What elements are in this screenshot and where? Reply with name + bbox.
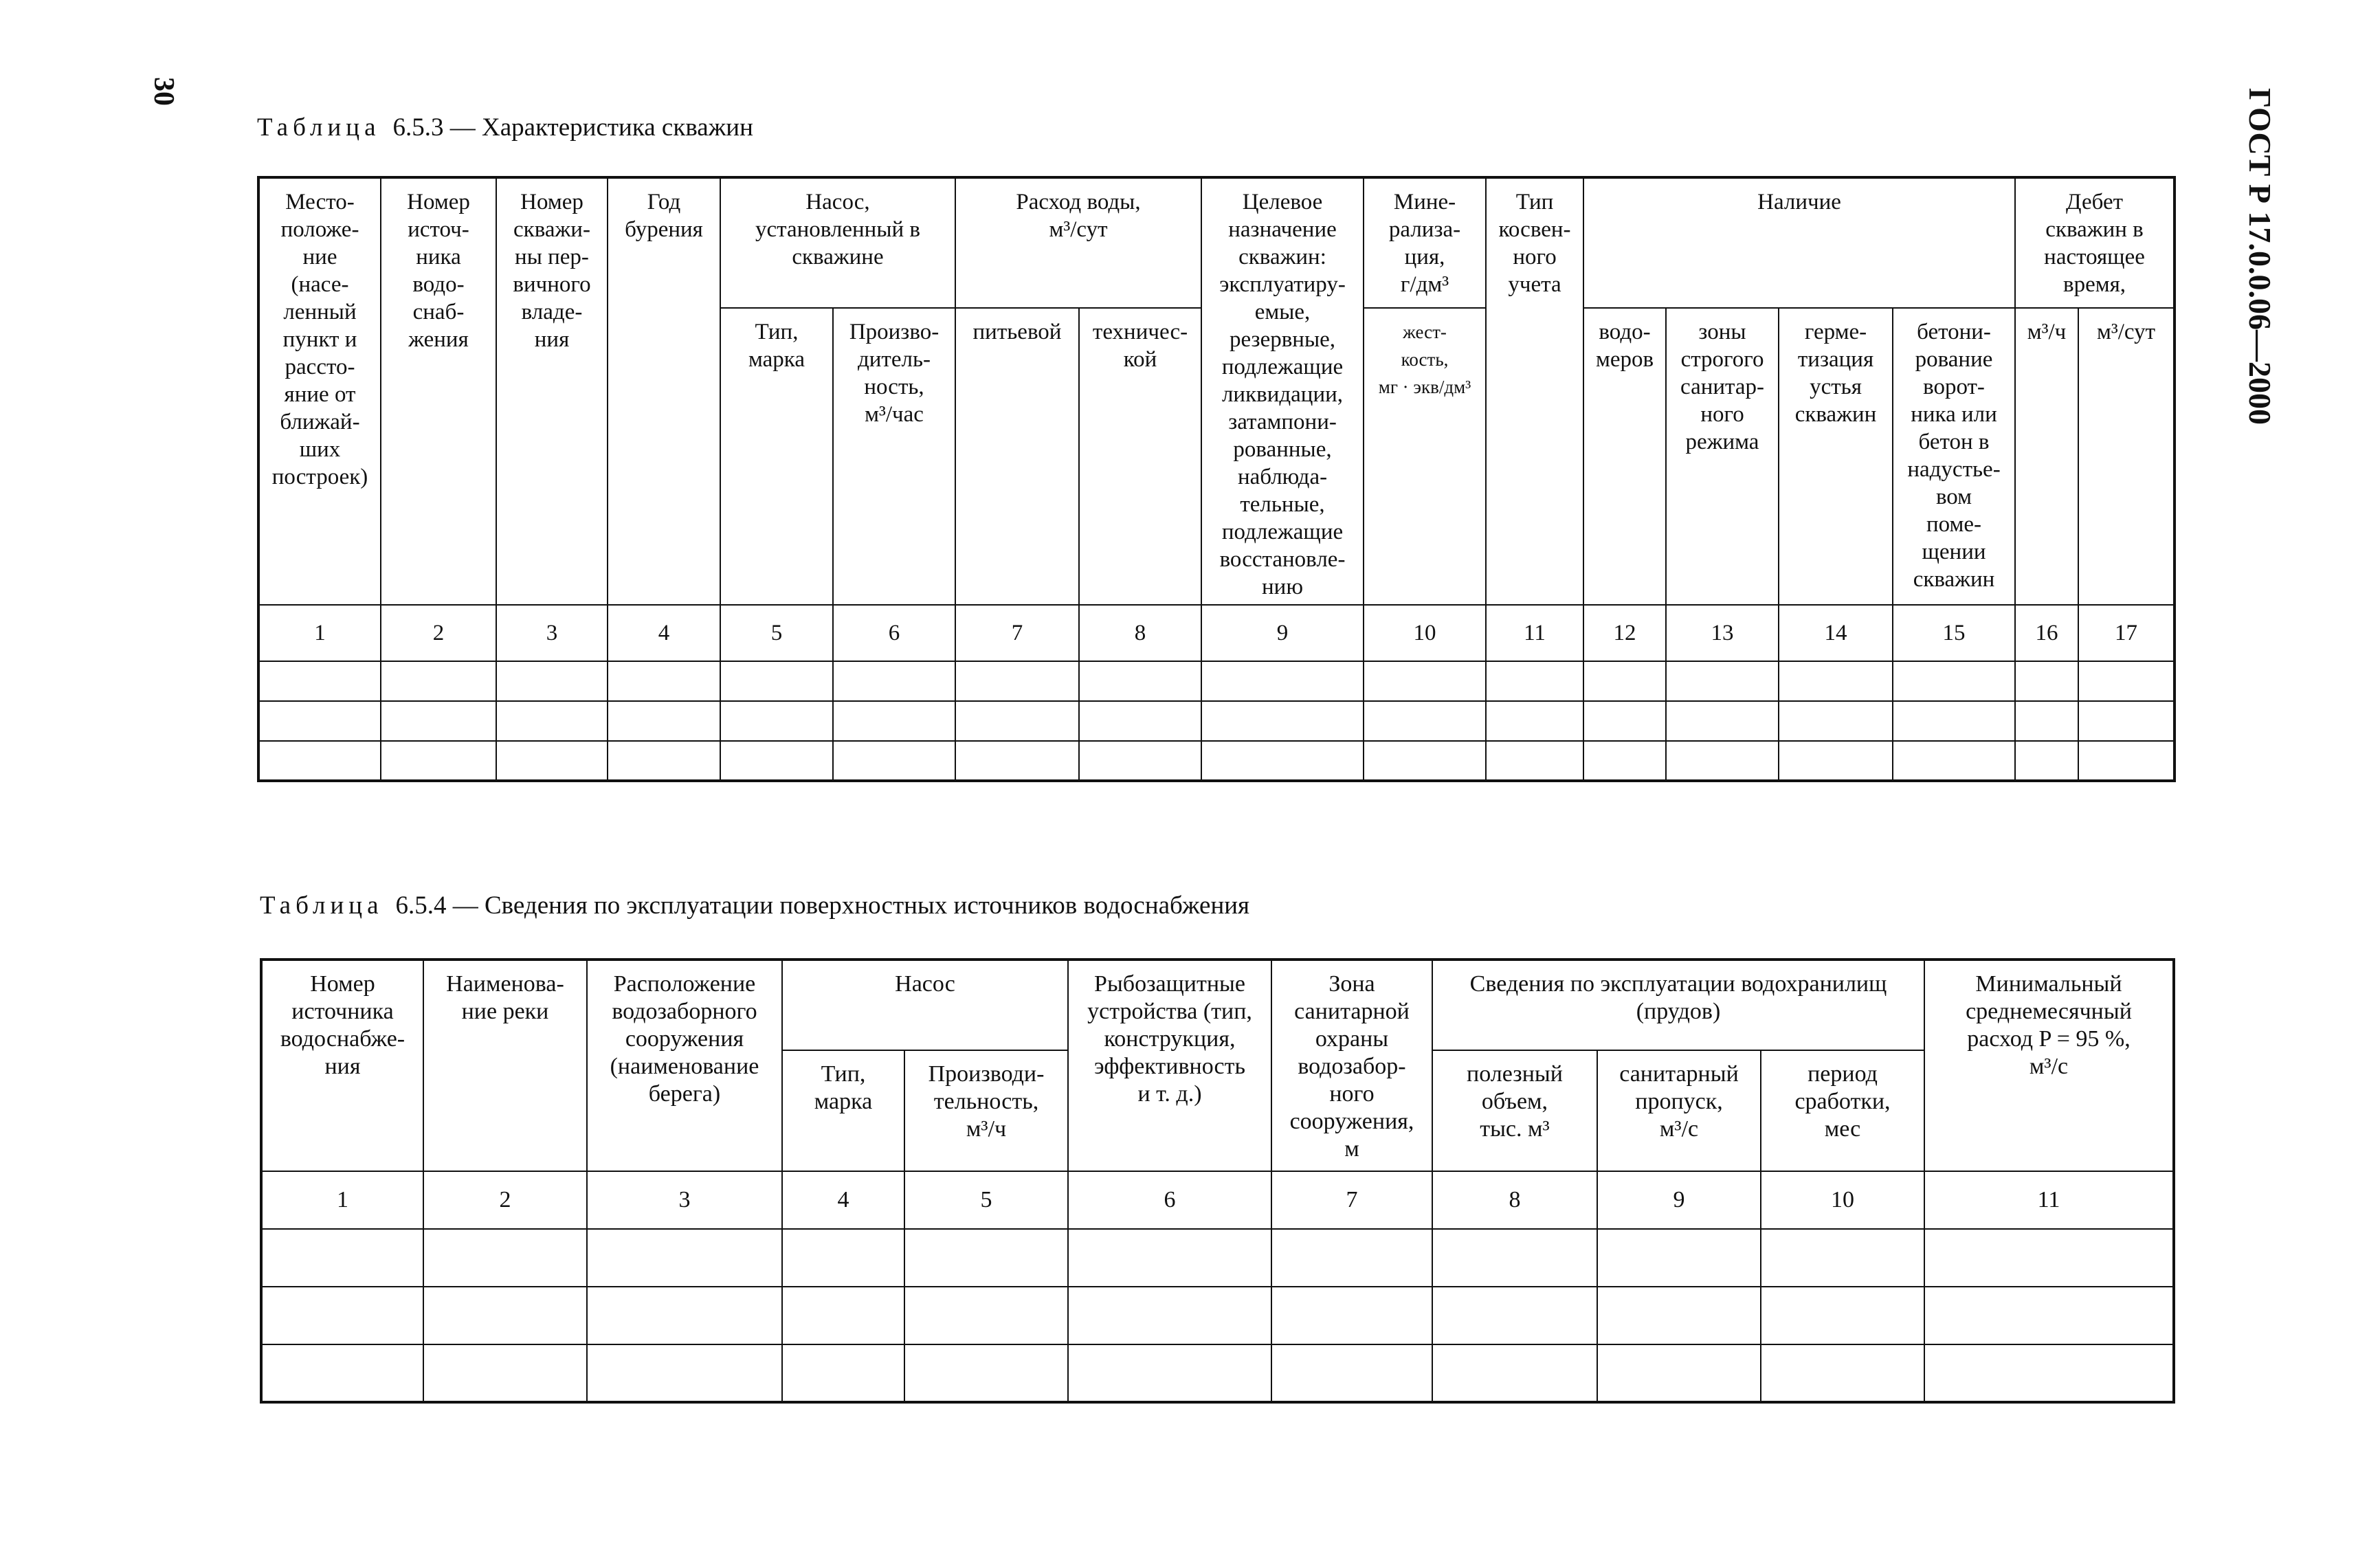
table-654-caption-text: 6.5.4 — Сведения по эксплуатации поверхностных источников водоснабжения bbox=[395, 891, 1250, 920]
table-654-col-number: 7 bbox=[1271, 1171, 1432, 1229]
table-653-header-drinking: питьевой bbox=[955, 308, 1079, 605]
table-654-header-pump-capacity: Производи- тельность, м³/ч bbox=[904, 1050, 1068, 1171]
table-653-empty-row bbox=[258, 701, 2175, 741]
table-654-header-pump-group: Насос bbox=[782, 960, 1068, 1050]
table-653-header-location: Место- положе- ние (насе- ленный пункт и рассто- яние от ближай- ших построек) bbox=[258, 177, 381, 605]
table-653-caption-text: 6.5.3 — Характеристика скважин bbox=[392, 113, 753, 142]
table-654-col-number: 11 bbox=[1924, 1171, 2174, 1229]
table-653-empty-row bbox=[258, 661, 2175, 701]
table-654-col-number: 6 bbox=[1068, 1171, 1271, 1229]
table-654-caption bbox=[260, 891, 1249, 920]
table-653-caption bbox=[257, 113, 753, 142]
table-654-header-source-number: Номер источника водоснабже- ния bbox=[261, 960, 423, 1171]
table-653-col-number: 9 bbox=[1201, 605, 1364, 661]
table-654-col-number: 3 bbox=[587, 1171, 782, 1229]
table-654-header-river-name: Наименова- ние реки bbox=[423, 960, 587, 1171]
table-653-col-number: 10 bbox=[1364, 605, 1486, 661]
table-654-number-row bbox=[261, 1171, 2174, 1229]
table-654-header-row-1 bbox=[261, 960, 2174, 1050]
table-653-header-technical: техничес- кой bbox=[1079, 308, 1201, 605]
table-653-header-drilling-year: Год бурения bbox=[608, 177, 720, 605]
table-653-header-availability-group: Наличие bbox=[1583, 177, 2015, 308]
table-654-empty-row bbox=[261, 1344, 2174, 1402]
table-653-col-number: 13 bbox=[1666, 605, 1779, 661]
standard-code: ГОСТ Р 17.0.0.06—2000 bbox=[2243, 88, 2278, 425]
table-653-empty-row bbox=[258, 741, 2175, 781]
table-654-col-number: 1 bbox=[261, 1171, 423, 1229]
table-653-header-debit-hour: м³/ч bbox=[2015, 308, 2078, 605]
page-number: 30 bbox=[148, 77, 179, 106]
table-653-header-hardness: жест- кость, мг · экв/дм³ bbox=[1364, 308, 1486, 605]
table-653-col-number: 2 bbox=[381, 605, 496, 661]
table-654-col-number: 4 bbox=[782, 1171, 904, 1229]
table-654-empty-row bbox=[261, 1287, 2174, 1344]
table-653-col-number: 3 bbox=[496, 605, 608, 661]
table-653-header-sealing: герме- тизация устья скважин bbox=[1779, 308, 1893, 605]
table-653-col-number: 8 bbox=[1079, 605, 1201, 661]
table-654-header-intake-location: Расположение водозаборного сооружения (наименование берега) bbox=[587, 960, 782, 1171]
table-654-header-reservoir-group: Сведения по эксплуатации водохранилищ (прудов) bbox=[1432, 960, 1924, 1050]
table-654-col-number: 8 bbox=[1432, 1171, 1597, 1229]
table-653-header-flow-group: Расход воды, м³/сут bbox=[955, 177, 1201, 308]
table-654-col-number: 10 bbox=[1761, 1171, 1924, 1229]
table-653-header-source-number: Номер источ- ника водо- снаб- жения bbox=[381, 177, 496, 605]
table-654-header-drawdown-period: период сработки, мес bbox=[1761, 1050, 1924, 1171]
table-654-empty-row bbox=[261, 1229, 2174, 1287]
table-653-col-number: 7 bbox=[955, 605, 1079, 661]
table-654 bbox=[260, 958, 2175, 1404]
table-653-number-row bbox=[258, 605, 2175, 661]
table-653-col-number: 17 bbox=[2078, 605, 2175, 661]
table-654-caption-word: Таблица bbox=[260, 891, 383, 920]
table-654-header-sanitary-release: санитарный пропуск, м³/с bbox=[1597, 1050, 1761, 1171]
table-653-header-pump-group: Насос, установленный в скважине bbox=[720, 177, 955, 308]
table-653-col-number: 6 bbox=[833, 605, 955, 661]
table-654-col-number: 9 bbox=[1597, 1171, 1761, 1229]
table-653-header-well-number: Номер скважи- ны пер- вичного владе- ния bbox=[496, 177, 608, 605]
table-654-header-min-flow: Минимальный среднемесячный расход P = 95 %, м³/с bbox=[1924, 960, 2174, 1171]
table-653-col-number: 5 bbox=[720, 605, 833, 661]
table-653-col-number: 4 bbox=[608, 605, 720, 661]
table-653-col-number: 12 bbox=[1583, 605, 1666, 661]
table-653-header-concreting: бетони- рование ворот- ника или бетон в надустье- вом поме- щении скважин bbox=[1893, 308, 2015, 605]
table-653-col-number: 14 bbox=[1779, 605, 1893, 661]
table-653-header-pump-capacity: Произво- дитель- ность, м³/час bbox=[833, 308, 955, 605]
table-653-caption-word: Таблица bbox=[257, 113, 381, 142]
table-653-header-debit-group: Дебет скважин в настоящее время, bbox=[2015, 177, 2175, 308]
table-653-header-row-1 bbox=[258, 177, 2175, 308]
table-653-header-metering-type: Тип косвен- ного учета bbox=[1486, 177, 1583, 605]
table-653-header-water-meters: водо- меров bbox=[1583, 308, 1666, 605]
table-654-header-useful-volume: полезный объем, тыс. м³ bbox=[1432, 1050, 1597, 1171]
table-653-header-sanitary-zone: зоны строгого санитар- ного режима bbox=[1666, 308, 1779, 605]
table-653-header-purpose: Целевое назначение скважин: эксплуатиру- емые, резервные, подлежащие ликвидации, затампони- рованные, наблюда- тельные, подлежащие восстановле- нию bbox=[1201, 177, 1364, 605]
table-653-header-debit-day: м³/сут bbox=[2078, 308, 2175, 605]
table-653-col-number: 1 bbox=[258, 605, 381, 661]
table-654-header-sanitary-zone: Зона санитарной охраны водозабор- ного сооружения, м bbox=[1271, 960, 1432, 1171]
table-653 bbox=[257, 176, 2176, 782]
table-654-col-number: 2 bbox=[423, 1171, 587, 1229]
table-654-header-pump-type: Тип, марка bbox=[782, 1050, 904, 1171]
table-653-header-pump-type: Тип, марка bbox=[720, 308, 833, 605]
table-654-header-fish-protection: Рыбозащитные устройства (тип, конструкция, эффективность и т. д.) bbox=[1068, 960, 1271, 1171]
table-653-col-number: 15 bbox=[1893, 605, 2015, 661]
table-654-col-number: 5 bbox=[904, 1171, 1068, 1229]
table-653-col-number: 16 bbox=[2015, 605, 2078, 661]
table-653-header-mineralization: Мине- рализа- ция, г/дм³ bbox=[1364, 177, 1486, 308]
table-653-col-number: 11 bbox=[1486, 605, 1583, 661]
